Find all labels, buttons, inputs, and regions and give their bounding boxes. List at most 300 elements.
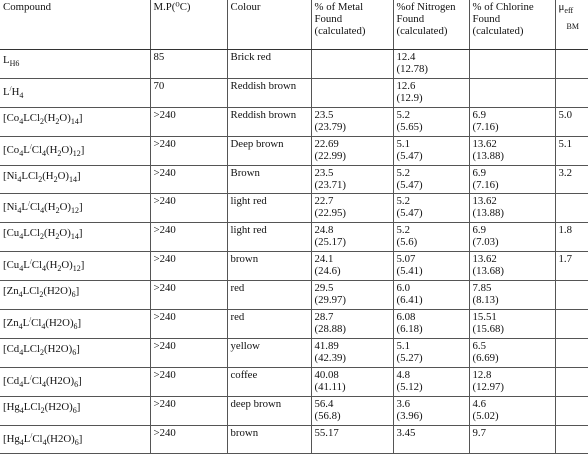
cell-metal [311,310,393,339]
formula-part: / [29,258,32,267]
cell-colour: Deep brown [227,136,311,165]
value-calculated: (22.99) [314,149,346,162]
formula-part: LCl [21,169,39,182]
value-calculated: (5.41) [396,265,423,278]
cell-nitrogen [393,396,469,425]
cell-nitrogen [393,136,469,165]
value-found: 4.8 [396,368,410,381]
cell-colour: Brown [227,165,311,194]
cell-melting-point: >240 [150,136,227,165]
formula-part: LCl [22,285,40,298]
formula-part: [Cd [3,374,20,387]
formula-part: [Zn [3,285,19,298]
cell-nitrogen [393,107,469,136]
formula-part: (H2O) [45,374,75,387]
value-found: 5.2 [396,224,410,237]
cell-metal [311,50,393,79]
cell-metal [311,252,393,281]
cell-chlorine [469,78,555,107]
value-found: 5.1 [396,137,410,150]
cell-colour: deep brown [227,396,311,425]
formula-part: 6 [74,379,79,389]
value-calculated: (13.88) [472,149,504,162]
cell-chlorine [469,107,555,136]
cell-mu-eff [555,281,588,310]
cell-chlorine [469,281,555,310]
formula-part: 4 [19,90,24,100]
value-calculated: (22.95) [314,207,346,220]
cell-nitrogen [393,281,469,310]
formula-part: (H2O) [43,285,72,298]
cell-melting-point: >240 [150,252,227,281]
value-calculated: (7.16) [472,178,499,191]
value-found: 28.7 [314,311,334,324]
formula-part: O) [59,111,71,124]
formula-part: / [29,142,32,151]
formula-part: L [23,143,30,156]
mu-unit: BM [566,22,579,31]
value-found: 12.8 [472,368,492,381]
formula-part: Cl [31,259,42,272]
table-row [0,165,588,194]
cell-melting-point: >240 [150,396,227,425]
formula-part: 2 [53,174,58,184]
formula-part: 4 [19,437,24,447]
formula-part: 4 [41,379,46,389]
value-found: 56.4 [314,397,334,410]
value-calculated: (5.65) [396,120,423,133]
cell-nitrogen [393,252,469,281]
formula-part: O) [59,201,71,214]
cell-compound [0,310,150,339]
cell-compound [0,194,150,223]
formula-part: 4 [17,174,22,184]
formula-part: (H2O) [45,317,74,330]
formula-part: O) [61,259,73,272]
cell-mu-eff [555,50,588,79]
cell-compound [0,223,150,252]
cell-mu-eff: 1.7 [555,252,588,281]
formula-part: 6 [74,437,79,447]
value-found: 24.1 [314,253,334,266]
value-calculated: (28.88) [314,323,346,336]
value-found: 6.9 [472,108,486,121]
value-found: 5.2 [396,195,410,208]
formula-part: 4 [19,347,24,357]
value-found: 12.6 [396,79,416,92]
value-calculated: (3.96) [396,409,423,422]
cell-melting-point: >240 [150,107,227,136]
header-melting-point: M.P(⁰C) [150,0,227,50]
formula-part: ] [80,143,85,156]
cell-metal [311,78,393,107]
formula-part: LCl [23,111,40,124]
formula-part: ] [78,111,83,124]
formula-part: O) [61,143,73,156]
cell-compound [0,338,150,367]
table-row [0,50,588,79]
formula-part: 2 [55,232,60,242]
value-found: 5.07 [396,253,416,266]
formula-part: LCl [23,400,41,413]
header-chlorine: % of Chlorine Found (calculated) [469,0,555,50]
formula-part: 6 [15,59,20,68]
value-found: 23.5 [314,108,334,121]
value-calculated: (41.11) [314,380,346,393]
cell-mu-eff: 1.8 [555,223,588,252]
cell-metal [311,136,393,165]
formula-part: / [30,431,33,440]
formula-part: 4 [19,264,24,274]
formula-part: [Co [3,111,20,124]
formula-part: ] [78,227,83,240]
value-found: 5.2 [396,166,410,179]
formula-part: L [23,259,30,272]
cell-chlorine [469,165,555,194]
cell-compound [0,165,150,194]
cell-chlorine [469,367,555,396]
value-found: 6.5 [472,339,486,352]
cell-chlorine [469,425,555,454]
formula-part: 6 [73,322,78,332]
value-calculated: (24.6) [314,265,341,278]
formula-part: 4 [41,148,46,158]
formula-part: [Cu [3,227,20,240]
formula-part: [Co [3,143,20,156]
cell-chlorine [469,396,555,425]
value-calculated: (42.39) [314,351,346,364]
formula-part: / [9,84,12,93]
value-found: 22.69 [314,137,339,150]
formula-part: H [11,85,20,98]
cell-metal [311,194,393,223]
value-found: 23.5 [314,166,334,179]
cell-chlorine [469,223,555,252]
formula-part: [Ni [3,169,18,182]
formula-part: 4 [19,116,24,126]
cell-nitrogen [393,310,469,339]
formula-part: ] [78,201,83,214]
cell-compound [0,252,150,281]
formula-part: 12 [70,206,79,216]
formula-part: (H [44,201,56,214]
cell-mu-eff [555,310,588,339]
cell-metal [311,338,393,367]
value-calculated: (12.9) [396,91,423,104]
table-row [0,223,588,252]
formula-part: 4 [19,405,24,415]
value-calculated: (15.68) [472,323,504,336]
cell-chlorine [469,136,555,165]
value-calculated: (25.17) [314,236,346,249]
value-calculated: (23.79) [314,120,346,133]
cell-mu-eff [555,78,588,107]
table-row [0,425,588,454]
formula-part: ] [76,342,80,355]
value-found: 12.4 [396,51,416,63]
formula-part: L [22,317,30,330]
formula-part: LCl [23,227,40,240]
value-found: 6.0 [396,282,410,295]
cell-metal [311,396,393,425]
cell-nitrogen [393,338,469,367]
cell-compound [0,425,150,454]
cell-chlorine [469,310,555,339]
value-calculated: (5.47) [396,178,423,191]
cell-mu-eff [555,194,588,223]
cell-chlorine [469,194,555,223]
value-found: 13.62 [472,253,497,266]
value-found: 9.7 [472,426,486,439]
value-calculated: (12.97) [472,380,504,393]
cell-melting-point: >240 [150,223,227,252]
value-calculated: (6.41) [396,294,423,307]
header-colour: Colour [227,0,311,50]
formula-part: (H [42,169,54,182]
cell-colour: Brick red [227,50,311,79]
formula-part: 4 [19,379,24,389]
formula-part: 2 [39,290,44,300]
formula-part: ] [77,317,82,330]
cell-colour: brown [227,252,311,281]
value-found: 22.7 [314,195,334,208]
formula-part: [Zn [3,317,19,330]
value-found: 4.6 [472,397,486,410]
formula-part: L [23,432,31,445]
formula-part: / [28,200,30,209]
cell-metal [311,367,393,396]
cell-chlorine [469,50,555,79]
header-mu-eff [555,0,588,50]
value-calculated: (23.71) [314,178,346,191]
table-row [0,78,588,107]
formula-part: ] [75,285,80,298]
formula-part: ] [78,432,83,445]
formula-part: 2 [40,232,44,242]
formula-part: 2 [38,174,43,184]
formula-part: 4 [41,264,46,274]
mu-symbol: μ [558,1,565,13]
value-calculated: (5.12) [396,380,423,393]
formula-part: 6 [72,347,77,357]
cell-melting-point: >240 [150,194,227,223]
value-calculated: (5.47) [396,149,423,162]
formula-part: (H2O) [46,432,75,445]
formula-part: LCl [23,342,40,355]
formula-part: 2 [40,405,45,415]
cell-metal [311,425,393,454]
value-calculated: (6.69) [472,351,499,364]
formula-part: Cl [32,432,43,445]
cell-compound [0,396,150,425]
formula-part: 2 [57,148,62,158]
cell-compound [0,78,150,107]
cell-mu-eff: 3.2 [555,165,588,194]
formula-part: 4 [40,206,45,216]
cell-melting-point: >240 [150,165,227,194]
cell-mu-eff: 5.1 [555,136,588,165]
formula-part: [Cu [3,259,20,272]
table-row [0,367,588,396]
cell-colour: Reddish brown [227,107,311,136]
formula-part: (H [44,111,56,124]
cell-colour: red [227,310,311,339]
formula-part: O) [57,169,70,182]
cell-compound [0,281,150,310]
cell-colour: light red [227,194,311,223]
formula-part: [Hg [3,432,20,445]
formula-part: 4 [18,290,23,300]
value-calculated: (56.8) [314,409,341,422]
formula-part: ] [76,400,81,413]
value-calculated: (7.16) [472,120,499,133]
formula-part: Cl [31,374,42,387]
cell-metal [311,107,393,136]
cell-nitrogen [393,367,469,396]
value-calculated: (12.78) [396,63,428,75]
cell-melting-point: >240 [150,425,227,454]
cell-mu-eff [555,425,588,454]
cell-metal [311,223,393,252]
cell-chlorine [469,252,555,281]
cell-compound [0,136,150,165]
cell-colour: light red [227,223,311,252]
formula-part: Cl [31,143,42,156]
formula-part: 14 [69,174,78,184]
formula-part: 12 [72,264,81,274]
formula-part: (H2O) [44,400,73,413]
cell-colour: brown [227,425,311,454]
cell-nitrogen [393,50,469,79]
formula-part: 4 [19,148,24,158]
formula-part: ] [78,374,82,387]
formula-part: ] [77,169,81,182]
table-body [0,50,588,454]
cell-compound [0,107,150,136]
header-compound: Compound [0,0,150,50]
cell-nitrogen [393,165,469,194]
formula-part: 2 [57,264,62,274]
value-found: 3.6 [396,397,410,410]
formula-part: 12 [72,148,81,158]
cell-metal [311,281,393,310]
value-found: 6.08 [396,311,416,324]
cell-mu-eff [555,396,588,425]
table-row [0,396,588,425]
formula-part: Cl [31,317,42,330]
value-calculated: (5.47) [396,207,423,220]
formula-part: L [21,201,29,214]
formula-part: 2 [40,347,44,357]
cell-mu-eff [555,338,588,367]
value-found: 29.5 [314,282,334,295]
formula-part: 4 [42,437,47,447]
value-found: 15.51 [472,311,497,324]
cell-colour: Reddish brown [227,78,311,107]
formula-part: 4 [17,206,22,216]
cell-chlorine [469,338,555,367]
value-found: 13.62 [472,195,497,208]
formula-part: (H [45,143,58,156]
table-row [0,252,588,281]
cell-mu-eff [555,367,588,396]
formula-part: / [29,373,32,382]
cell-colour: coffee [227,367,311,396]
table-row [0,310,588,339]
value-found: 55.17 [314,426,339,439]
value-calculated: (7.03) [472,236,499,249]
formula-part: / [29,316,32,325]
formula-part: ] [80,259,85,272]
value-found: 6.9 [472,224,486,237]
formula-part: 2 [55,116,60,126]
cell-melting-point: >240 [150,310,227,339]
formula-part: 4 [18,322,23,332]
formula-part: (H [45,259,58,272]
formula-part: O) [59,227,71,240]
value-found: 24.8 [314,224,334,237]
value-calculated: (5.6) [396,236,418,249]
cell-melting-point: >240 [150,281,227,310]
formula-part: 14 [70,232,79,242]
header-nitrogen: %of Nitrogen Found (calculated) [393,0,469,50]
table-row [0,281,588,310]
value-calculated: (5.02) [472,409,499,422]
formula-part: 14 [70,116,79,126]
formula-part: L [3,54,10,66]
header-metal: % of Metal Found (calculated) [311,0,393,50]
formula-part: 4 [41,322,46,332]
cell-mu-eff: 5.0 [555,107,588,136]
value-found: 40.08 [314,368,339,381]
cell-compound [0,50,150,79]
formula-part: (H [44,227,56,240]
formula-part: L [3,85,10,98]
cell-nitrogen [393,78,469,107]
mu-subscript: eff [564,6,574,15]
cell-nitrogen [393,194,469,223]
table-row [0,194,588,223]
value-found: 13.62 [472,137,497,150]
cell-melting-point: >240 [150,367,227,396]
table-row [0,136,588,165]
formula-part: [Cd [3,342,20,355]
cell-melting-point: >240 [150,338,227,367]
formula-part: Cl [29,201,41,214]
value-found: 41.89 [314,339,339,352]
cell-metal [311,165,393,194]
value-found: 5.2 [396,108,410,121]
cell-nitrogen [393,425,469,454]
value-calculated: (13.88) [472,207,504,220]
formula-part: 2 [55,206,60,216]
cell-colour: yellow [227,338,311,367]
formula-part: 6 [71,290,76,300]
formula-part: 2 [40,116,44,126]
formula-part: 4 [19,232,24,242]
cell-colour: red [227,281,311,310]
cell-melting-point: 70 [150,78,227,107]
value-calculated: (5.27) [396,351,423,364]
value-found: 7.85 [472,282,492,295]
value-calculated: (6.18) [396,323,423,336]
value-found: 5.1 [396,339,410,352]
formula-part: 6 [72,405,77,415]
cell-melting-point: 85 [150,50,227,79]
formula-part: L [23,374,30,387]
formula-part: [Hg [3,400,20,413]
table-row [0,338,588,367]
